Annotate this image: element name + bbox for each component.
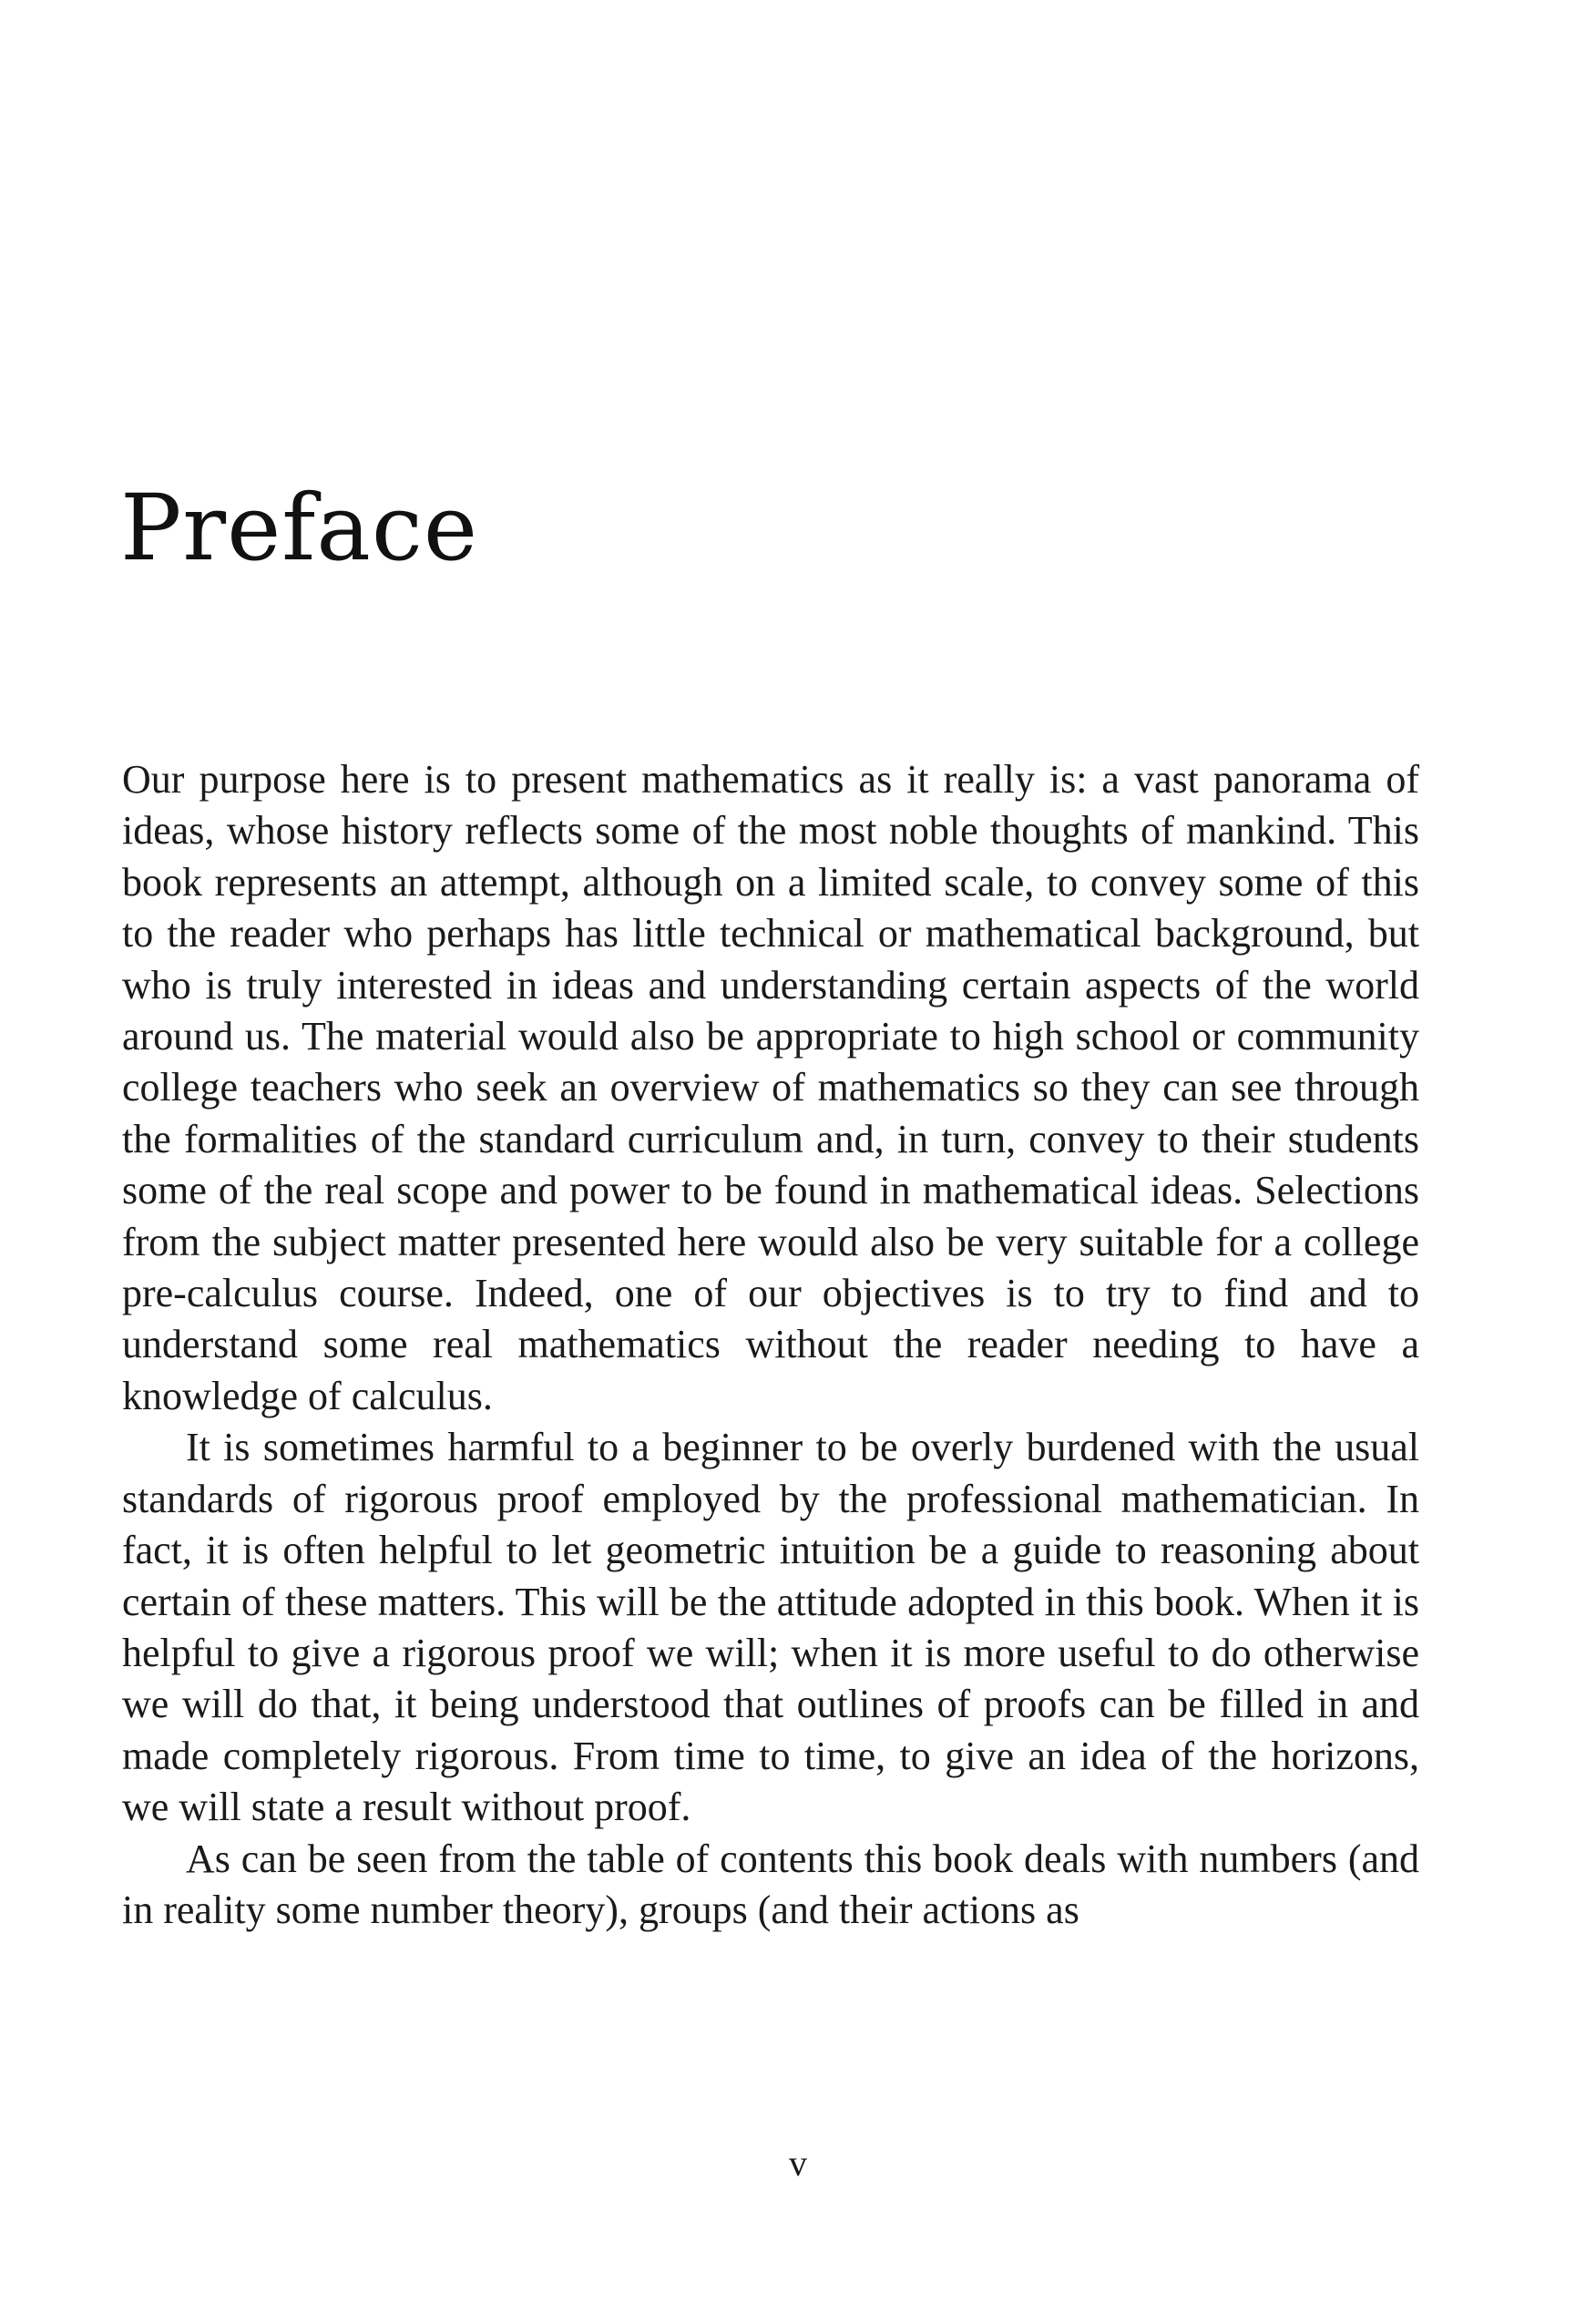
paragraph-2: It is sometimes harmful to a beginner to be overly burdened with the usual standards of rigorous proof employed by the professional mathematician. In fact, it is often helpful to let geometric intuition be a guide to reasoning about certain of these matters. This will be the attitude adopted in this book. When it is helpful to give a rigorous proof we will; when it is more useful to do otherwise we will do that, it being understood that outlines of proofs can be filled in and made completely rigorous. From time to time, to give an idea of the horizons, we will state a result without proof. xyxy=(122,1425,1419,1830)
page-title: Preface xyxy=(120,475,479,581)
preface-body xyxy=(122,754,1419,1936)
paragraph-3: As can be seen from the table of contents this book deals with numbers (and in reality some number theory), groups (and their actions as xyxy=(122,1836,1419,1932)
paragraph-1: Our purpose here is to present mathematics as it really is: a vast panorama of ideas, whose history reflects some of the most noble thoughts of mankind. This book represents an attempt, although on a limited scale, to convey some of this to the reader who perhaps has little technical or mathematical background, but who is truly interested in ideas and understanding certain aspects of the world around us. The material would also be appropriate to high school or community college teachers who seek an overview of mathematics so they can see through the formalities of the standard curriculum and, in turn, convey to their students some of the real scope and power to be found in mathematical ideas. Selections from the subject matter presented here would also be very suitable for a college pre-calculus course. Indeed, one of our objectives is to try to find and to understand some real mathematics without the reader needing to have a knowledge of calculus. xyxy=(122,757,1419,1418)
page-number: v xyxy=(789,2143,807,2184)
